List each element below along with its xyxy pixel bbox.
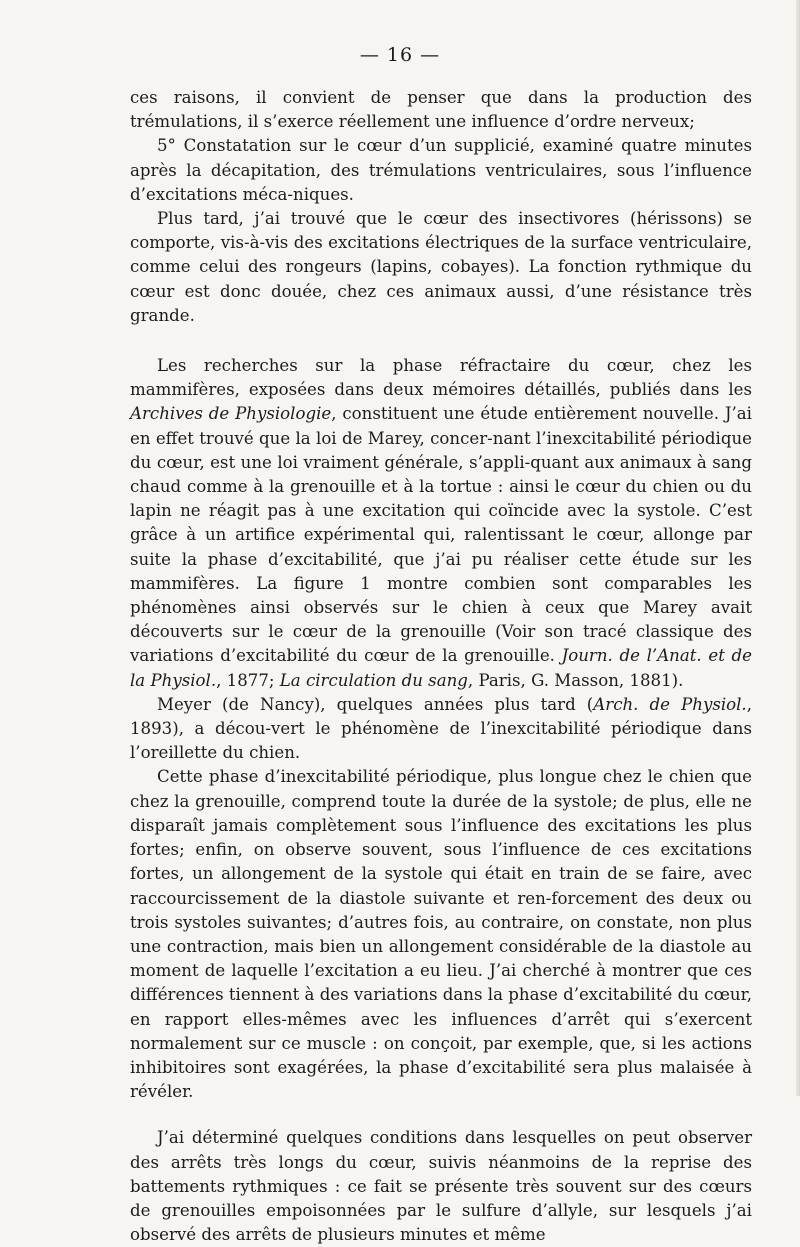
text-segment: 5° Constatation sur le cœur d’un supplicié, examiné quatre minutes après la décapitation, des trémulations ventriculaires, sous l’influence d’excitations méca-niques. bbox=[130, 136, 752, 204]
paragraph-insectivores bbox=[130, 207, 752, 328]
paragraph-arrests bbox=[130, 1126, 752, 1247]
page-number: — 16 — bbox=[359, 44, 441, 66]
paragraph-inexcitability bbox=[130, 765, 752, 1104]
text-segment: , constituent une étude entièrement nouvelle. J’ai en effet trouvé que la loi de Marey, concer-nant l’inexcitabilité périodique du cœur, est une loi vraiment générale, s’appli-quant aux animaux à sang chaud comme à la grenouille et à la tortue : ainsi le cœur du chien ou du lapin ne réagit pas à une excitation qui coïncide avec la systole. C’est grâce à un artifice expérimental qui, ralentissant le cœur, allonge par suite la phase d’excitabilité, que j’ai pu réaliser cette étude sur les mammifères. La figure 1 montre combien sont comparables les phénomènes ainsi observés sur le chien à ceux que Marey avait découverts sur le cœur de la grenouille (Voir son tracé classique des variations d’excitabilité du cœur de la grenouille. bbox=[130, 404, 752, 666]
text-segment: , 1893), a décou-vert le phénomène de l’inexcitabilité périodique dans l’oreillette du chien. bbox=[130, 694, 752, 763]
text-segment: , 1877; bbox=[216, 670, 280, 690]
paragraph-meyer bbox=[130, 693, 752, 766]
text-segment: J’ai déterminé quelques conditions dans lesquelles on peut observer des arrêts très longs du cœur, suivis néanmoins de la reprise des battements rythmiques : ce fait se présente très souvent sur des cœurs de grenouilles empoisonnées par le sulfure d’allyle, sur lesquels j’ai observé des arrêts de plusieurs minutes et même bbox=[130, 1128, 752, 1245]
citation-italic: Arch. de Physiol. bbox=[593, 694, 747, 714]
text-segment: Cette phase d’inexcitabilité périodique, plus longue chez le chien que chez la grenouille, comprend toute la durée de la systole; de plus, elle ne disparaît jamais complètement sous l’influence des excitations les plus fortes; enfin, on observe souvent, sous l’influence de ces excitations fortes, un allongement de la systole qui était en train de se faire, avec raccourcissement de la diastole suivante et ren-forcement des deux ou trois systoles suivantes; d’autres fois, au contraire, on constate, non plus une contraction, mais bien un allongement considérable de la diastole au moment de laquelle l’excitation a eu lieu. J’ai cherché à montrer que ces différences tiennent à des variations dans la phase d’excitabilité du cœur, en rapport elles-mêmes avec les influences d’arrêt qui s’exercent normalement sur ce muscle : on conçoit, par exemple, que, si les actions inhibitoires sont exagérées, la phase d’excitabilité sera plus malaisée à révéler. bbox=[130, 767, 752, 1102]
paragraph-item-5 bbox=[130, 134, 752, 207]
text-segment: ces raisons, il convient de penser que dans la production des trémulations, il s’exerce réellement une influence d’ordre nerveux; bbox=[130, 88, 752, 132]
citation-italic: Journ. de l’Anat. et de la Physiol. bbox=[130, 646, 752, 690]
text-segment: Meyer (de Nancy), quelques années plus tard ( bbox=[157, 694, 594, 714]
text-segment: Les recherches sur la phase réfractaire du cœur, chez les mammifères, exposées dans deux mémoires détaillés, publiés dans les bbox=[130, 356, 752, 400]
paragraph-refractory-phase bbox=[130, 354, 752, 693]
citation-italic: La circulation du sang bbox=[279, 670, 468, 690]
body-text bbox=[130, 86, 752, 1247]
citation-italic: Archives de Physiologie bbox=[130, 404, 332, 424]
paragraph-continuation bbox=[130, 86, 752, 134]
scan-edge-shadow bbox=[796, 0, 800, 1096]
text-segment: Plus tard, j’ai trouvé que le cœur des insectivores (hérissons) se comporte, vis-à-vis des excitations électriques de la surface ventriculaire, comme celui des rongeurs (lapins, cobayes). La fonction rythmique du cœur est donc douée, chez ces animaux aussi, d’une résistance très grande. bbox=[130, 209, 752, 325]
text-segment: , Paris, G. Masson, 1881). bbox=[467, 670, 684, 690]
